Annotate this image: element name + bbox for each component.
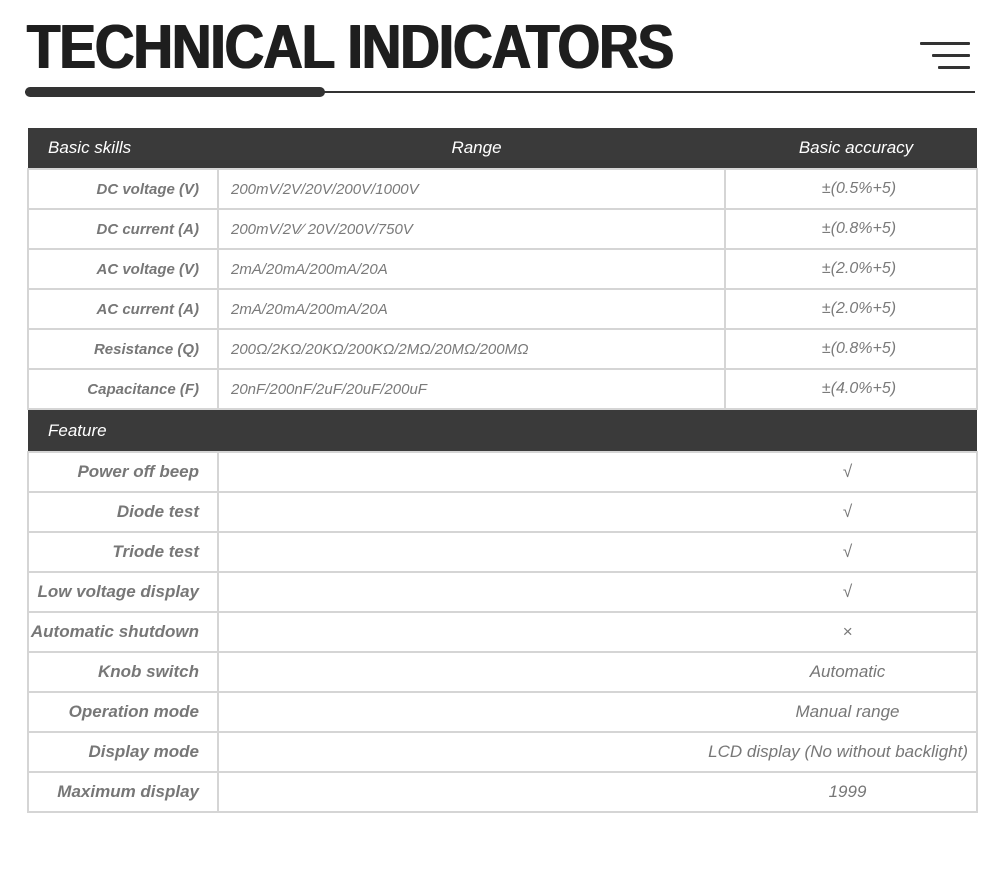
- feature-value: 1999: [218, 772, 977, 812]
- feature-value: LCD display (No without backlight): [218, 732, 977, 772]
- skill-range: 2mA/20mA/200mA/20A: [218, 289, 725, 329]
- feature-section-title: Feature: [28, 409, 977, 452]
- table-row: [28, 652, 977, 692]
- table-row: [28, 572, 977, 612]
- feature-value: Manual range: [218, 692, 977, 732]
- column-header-basic-skills: Basic skills: [28, 128, 218, 169]
- skill-label: Resistance (Q): [28, 329, 218, 369]
- feature-value: √: [218, 492, 977, 532]
- title-underline-accent: [25, 87, 325, 97]
- column-header-basic-accuracy: Basic accuracy: [725, 128, 977, 169]
- skill-accuracy: ±(2.0%+5): [725, 289, 977, 329]
- feature-label: Diode test: [28, 492, 218, 532]
- feature-label: Operation mode: [28, 692, 218, 732]
- table-row: [28, 209, 977, 249]
- skill-label: DC voltage (V): [28, 169, 218, 209]
- feature-label: Knob switch: [28, 652, 218, 692]
- table-row: [28, 249, 977, 289]
- feature-value: √: [218, 532, 977, 572]
- column-header-range: Range: [218, 128, 725, 169]
- table-row: [28, 772, 977, 812]
- feature-value: √: [218, 452, 977, 492]
- hamburger-menu-icon[interactable]: [920, 42, 970, 70]
- skill-range: 20nF/200nF/2uF/20uF/200uF: [218, 369, 725, 409]
- table-row: [28, 492, 977, 532]
- table-row: [28, 612, 977, 652]
- skill-accuracy: ±(0.8%+5): [725, 329, 977, 369]
- table-row: [28, 369, 977, 409]
- feature-label: Low voltage display: [28, 572, 218, 612]
- feature-label: Automatic shutdown: [28, 612, 218, 652]
- feature-value: Automatic: [218, 652, 977, 692]
- skill-accuracy: ±(4.0%+5): [725, 369, 977, 409]
- table-row: [28, 452, 977, 492]
- table-row: [28, 732, 977, 772]
- skill-range: 200mV/2V/20V/200V/1000V: [218, 169, 725, 209]
- skill-label: Capacitance (F): [28, 369, 218, 409]
- feature-label: Display mode: [28, 732, 218, 772]
- table-row: [28, 532, 977, 572]
- feature-label: Triode test: [28, 532, 218, 572]
- skill-label: DC current (A): [28, 209, 218, 249]
- skill-label: AC voltage (V): [28, 249, 218, 289]
- skill-accuracy: ±(2.0%+5): [725, 249, 977, 289]
- skill-range: 200mV/2V∕ 20V/200V/750V: [218, 209, 725, 249]
- table-row: [28, 692, 977, 732]
- table-row: [28, 169, 977, 209]
- skill-accuracy: ±(0.5%+5): [725, 169, 977, 209]
- table-row: [28, 289, 977, 329]
- skill-range: 200Ω/2KΩ/20KΩ/200KΩ/2MΩ/20MΩ/200MΩ: [218, 329, 725, 369]
- table-row: [28, 329, 977, 369]
- feature-section-header: [28, 409, 977, 452]
- feature-value: ×: [218, 612, 977, 652]
- feature-label: Maximum display: [28, 772, 218, 812]
- feature-value: √: [218, 572, 977, 612]
- page-title: TECHNICAL INDICATORS: [27, 13, 674, 82]
- skill-range: 2mA/20mA/200mA/20A: [218, 249, 725, 289]
- skill-accuracy: ±(0.8%+5): [725, 209, 977, 249]
- feature-label: Power off beep: [28, 452, 218, 492]
- technical-indicators-table: [27, 128, 978, 813]
- skill-label: AC current (A): [28, 289, 218, 329]
- table-header-row: [28, 128, 977, 169]
